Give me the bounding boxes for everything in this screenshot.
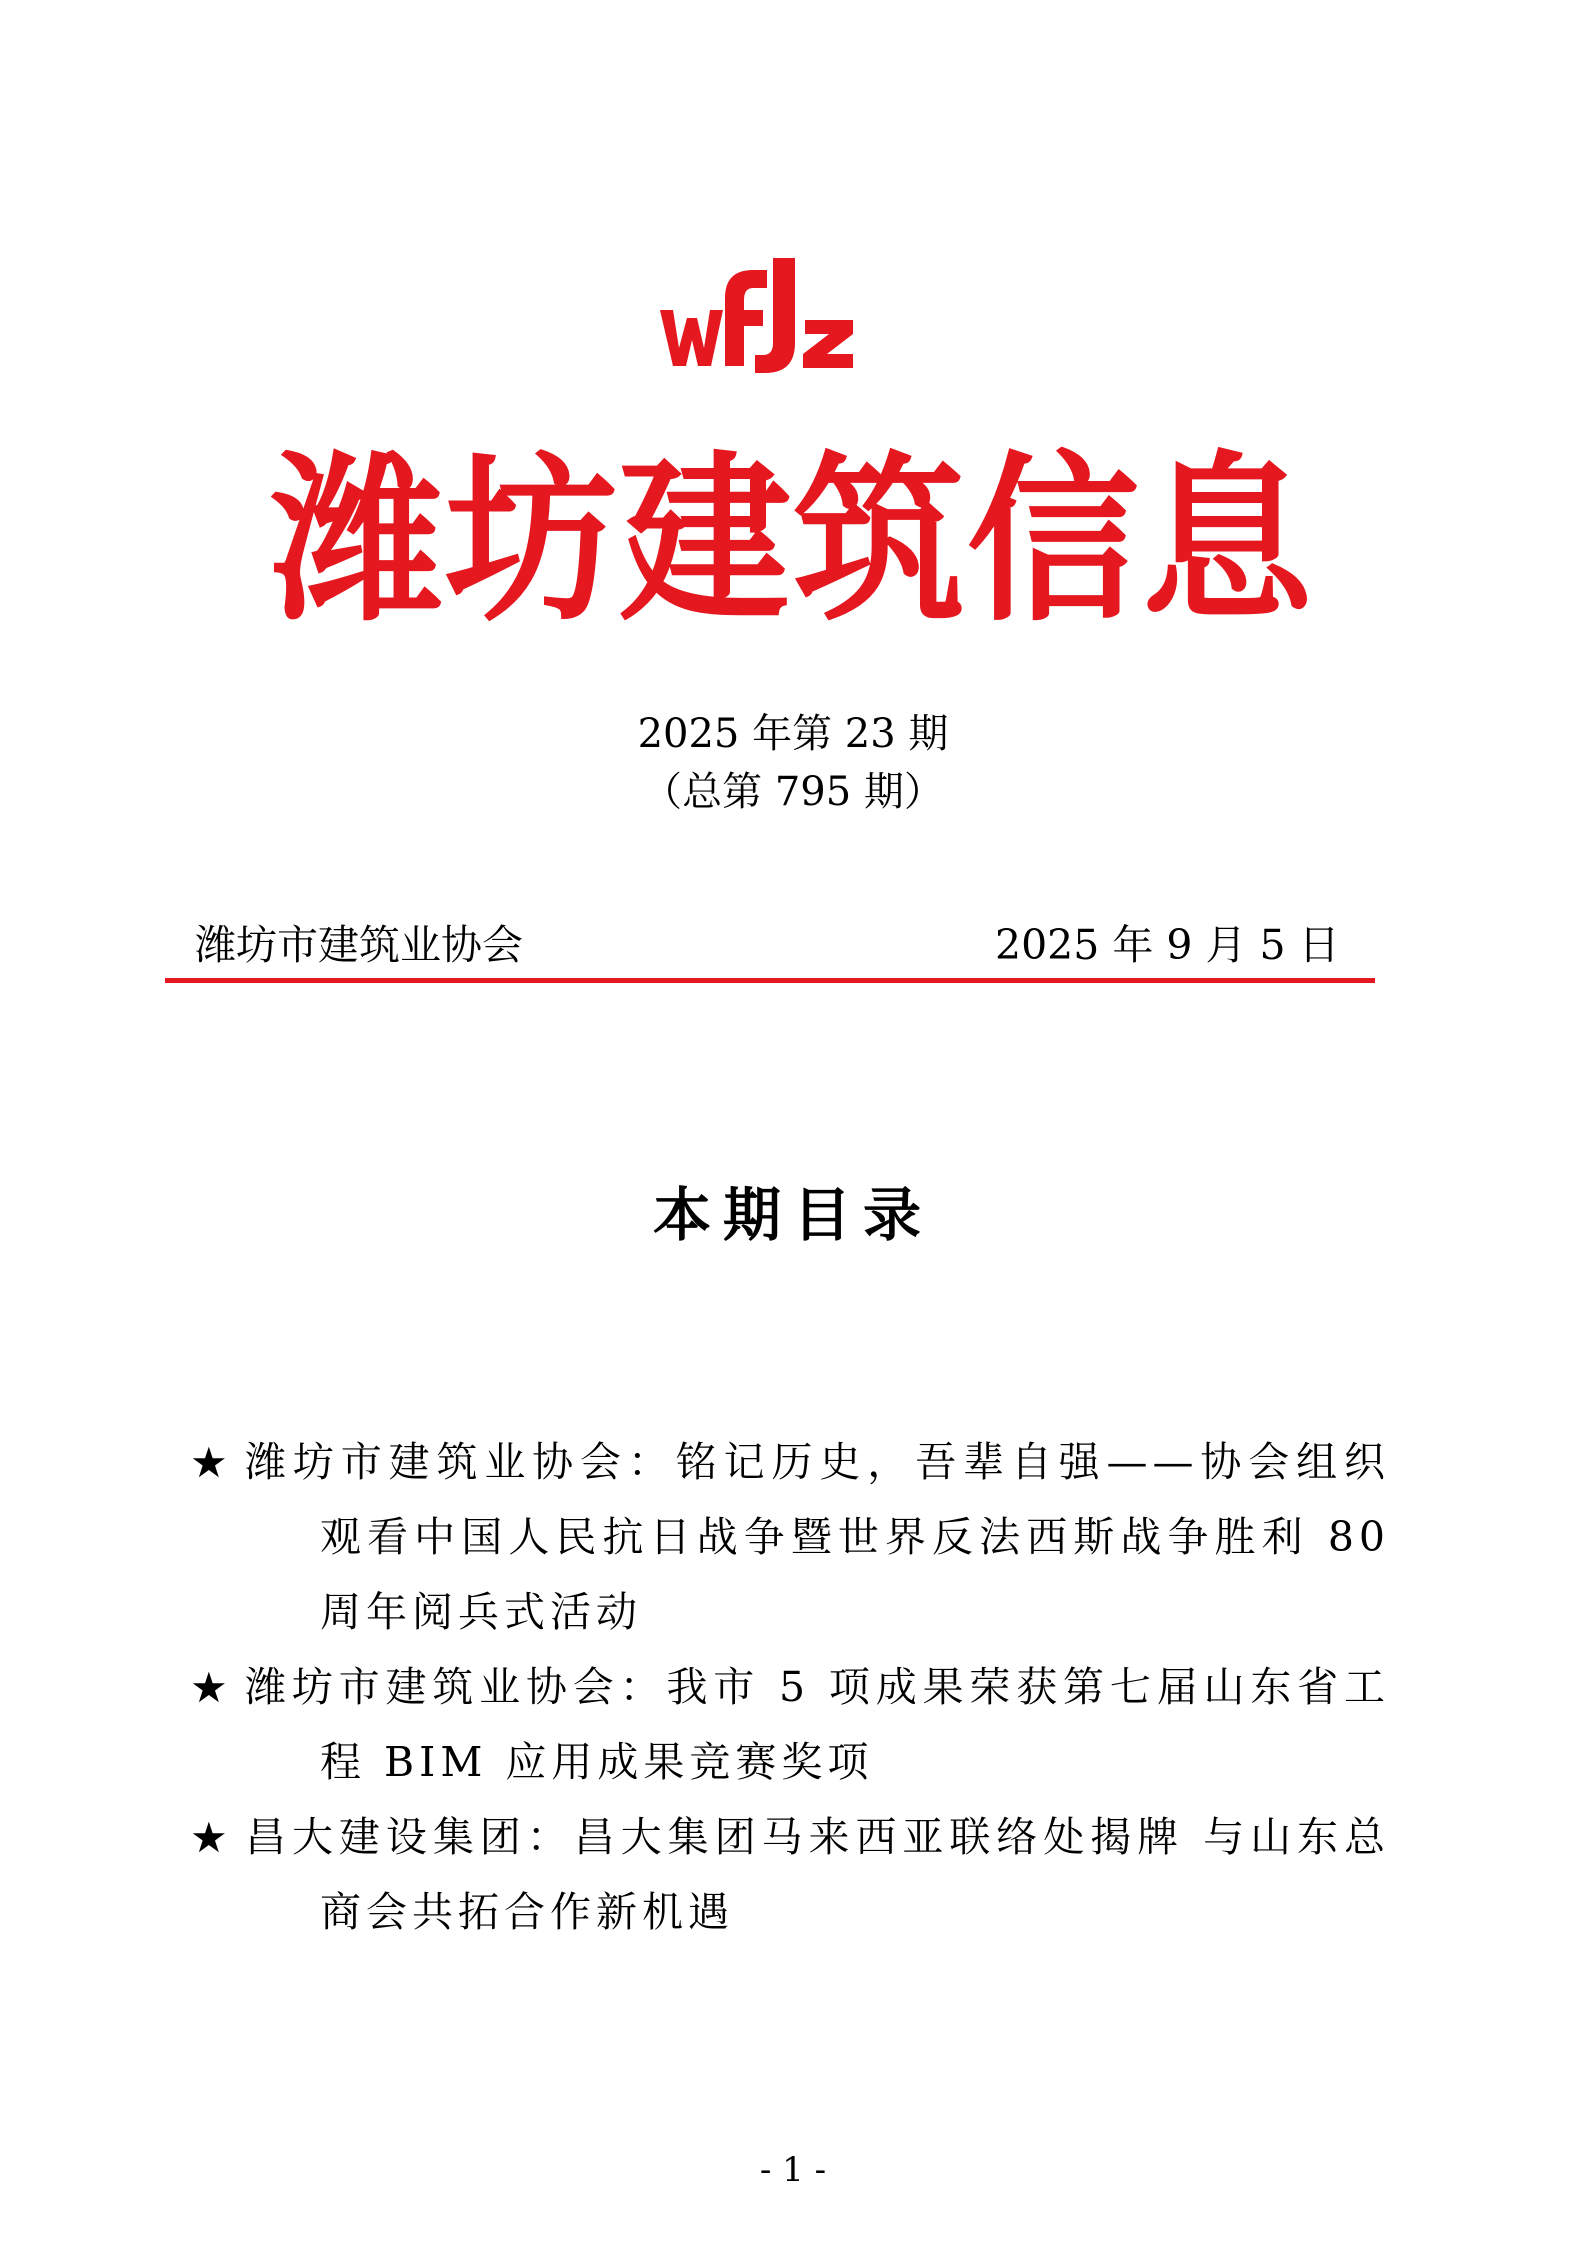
toc-item-text: 潍坊市建筑业协会：铭记历史，吾辈自强——协会组织观看中国人民抗日战争暨世界反法西斯战争胜利 80 周年阅兵式活动 <box>245 1438 1390 1636</box>
toc-list <box>190 1425 1410 1950</box>
toc-heading: 本期目录 <box>652 1181 933 1249</box>
toc-item-text: 昌大建设集团：昌大集团马来西亚联络处揭牌 与山东总商会共拓合作新机遇 <box>245 1813 1390 1936</box>
page-number: - 1 - <box>759 2150 827 2190</box>
publish-date: 2025 年 9 月 5 日 <box>995 921 1340 969</box>
logo-letter-z <box>803 320 853 368</box>
red-divider <box>165 978 1375 983</box>
logo-letter-w <box>660 310 723 366</box>
toc-item-text: 潍坊市建筑业协会：我市 5 项成果荣获第七届山东省工程 BIM 应用成果竞赛奖项 <box>245 1663 1390 1786</box>
toc-item[interactable] <box>190 1425 1410 1650</box>
wfjz-logo <box>655 248 860 383</box>
publisher-name: 潍坊市建筑业协会 <box>195 921 523 969</box>
masthead-title: 潍坊建筑信息 <box>271 432 1315 647</box>
logo-letter-f <box>725 270 767 366</box>
star-icon: ★ <box>190 1813 233 1862</box>
star-icon: ★ <box>190 1663 233 1712</box>
issue-number: 2025 年第 23 期 <box>637 711 949 757</box>
toc-item[interactable] <box>190 1650 1410 1800</box>
total-issue-number: （总第 795 期） <box>642 769 944 815</box>
star-icon: ★ <box>190 1438 233 1487</box>
toc-item[interactable] <box>190 1800 1410 1950</box>
